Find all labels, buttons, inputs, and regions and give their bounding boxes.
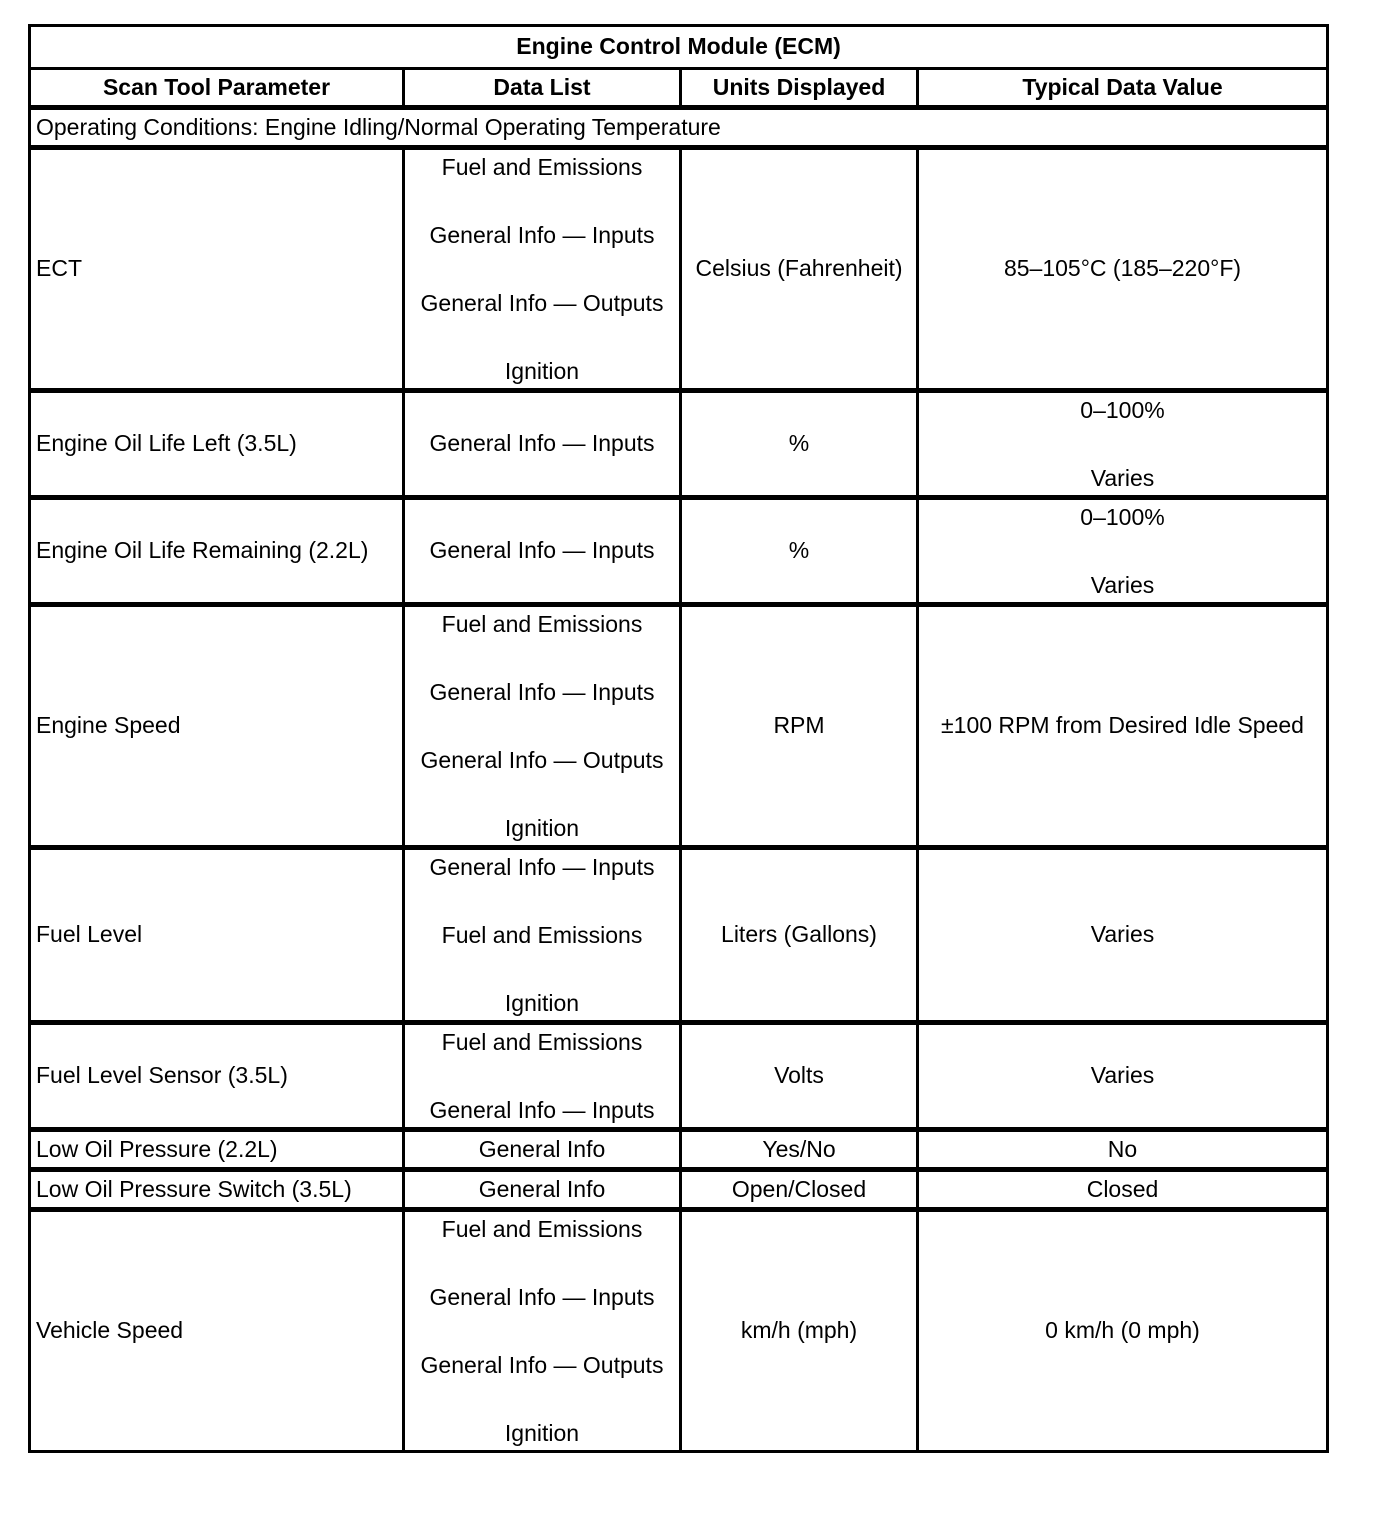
row-units: Open/Closed	[681, 1170, 918, 1210]
data-list-item: General Info — Outputs	[420, 1352, 664, 1378]
data-list-item: Fuel and Emissions	[441, 611, 643, 637]
table-row	[30, 1023, 1328, 1130]
header-units-displayed: Units Displayed	[681, 69, 918, 108]
data-list-item: Ignition	[504, 1420, 580, 1446]
data-list-item: Ignition	[504, 358, 580, 384]
table-row	[30, 498, 1328, 605]
data-list-item: Ignition	[504, 990, 580, 1016]
row-data-list: General Info — Inputs	[404, 391, 681, 498]
row-typical-value: 0 km/h (0 mph)	[918, 1210, 1328, 1452]
table-row	[30, 1170, 1328, 1210]
row-typical-value: Closed	[918, 1170, 1328, 1210]
table-title: Engine Control Module (ECM)	[30, 26, 1328, 69]
row-parameter: Engine Oil Life Remaining (2.2L)	[30, 498, 404, 605]
data-list-item: General Info — Outputs	[420, 290, 664, 316]
row-data-list: General Info	[404, 1130, 681, 1170]
table-row	[30, 1210, 1328, 1452]
typical-value-line: Varies	[1090, 572, 1155, 598]
typical-value-line: 0–100%	[1080, 397, 1165, 423]
row-units: Yes/No	[681, 1130, 918, 1170]
row-data-list	[404, 1210, 681, 1452]
row-typical-value: Varies	[918, 1023, 1328, 1130]
operating-conditions: Operating Conditions: Engine Idling/Normal Operating Temperature	[30, 108, 1328, 148]
typical-value-line: 0–100%	[1080, 504, 1165, 530]
row-parameter: Low Oil Pressure (2.2L)	[30, 1130, 404, 1170]
data-list-item: General Info — Inputs	[429, 1097, 655, 1123]
row-parameter: ECT	[30, 148, 404, 391]
table-row	[30, 148, 1328, 391]
typical-value-line: Varies	[1090, 465, 1155, 491]
data-list-item: Fuel and Emissions	[441, 1216, 643, 1242]
data-list-item: General Info — Inputs	[429, 854, 655, 880]
row-data-list: General Info	[404, 1170, 681, 1210]
row-data-list: General Info — Inputs	[404, 498, 681, 605]
row-units: Celsius (Fahrenheit)	[681, 148, 918, 391]
row-typical-value	[918, 391, 1328, 498]
data-list-item: Fuel and Emissions	[441, 922, 643, 948]
table-row	[30, 605, 1328, 848]
row-units: %	[681, 391, 918, 498]
data-list-item: Ignition	[504, 815, 580, 841]
row-parameter: Engine Speed	[30, 605, 404, 848]
header-scan-tool-parameter: Scan Tool Parameter	[30, 69, 404, 108]
row-data-list	[404, 1023, 681, 1130]
row-parameter: Fuel Level Sensor (3.5L)	[30, 1023, 404, 1130]
row-typical-value: 85–105°C (185–220°F)	[918, 148, 1328, 391]
row-units: Liters (Gallons)	[681, 848, 918, 1023]
row-units: km/h (mph)	[681, 1210, 918, 1452]
header-typical-data-value: Typical Data Value	[918, 69, 1328, 108]
row-units: Volts	[681, 1023, 918, 1130]
ecm-data-table	[28, 24, 1329, 1453]
table-row	[30, 391, 1328, 498]
row-parameter: Engine Oil Life Left (3.5L)	[30, 391, 404, 498]
row-parameter: Fuel Level	[30, 848, 404, 1023]
row-typical-value: Varies	[918, 848, 1328, 1023]
row-parameter: Vehicle Speed	[30, 1210, 404, 1452]
row-typical-value: No	[918, 1130, 1328, 1170]
header-data-list: Data List	[404, 69, 681, 108]
data-list-item: General Info — Inputs	[429, 222, 655, 248]
table-row	[30, 1130, 1328, 1170]
row-parameter: Low Oil Pressure Switch (3.5L)	[30, 1170, 404, 1210]
table-row	[30, 848, 1328, 1023]
row-typical-value	[918, 498, 1328, 605]
row-data-list	[404, 148, 681, 391]
row-data-list	[404, 605, 681, 848]
row-units: RPM	[681, 605, 918, 848]
data-list-item: General Info — Outputs	[420, 747, 664, 773]
data-list-item: Fuel and Emissions	[441, 154, 643, 180]
data-list-item: General Info — Inputs	[429, 679, 655, 705]
row-typical-value: ±100 RPM from Desired Idle Speed	[918, 605, 1328, 848]
row-units: %	[681, 498, 918, 605]
data-list-item: General Info — Inputs	[429, 1284, 655, 1310]
row-data-list	[404, 848, 681, 1023]
data-list-item: Fuel and Emissions	[441, 1029, 643, 1055]
